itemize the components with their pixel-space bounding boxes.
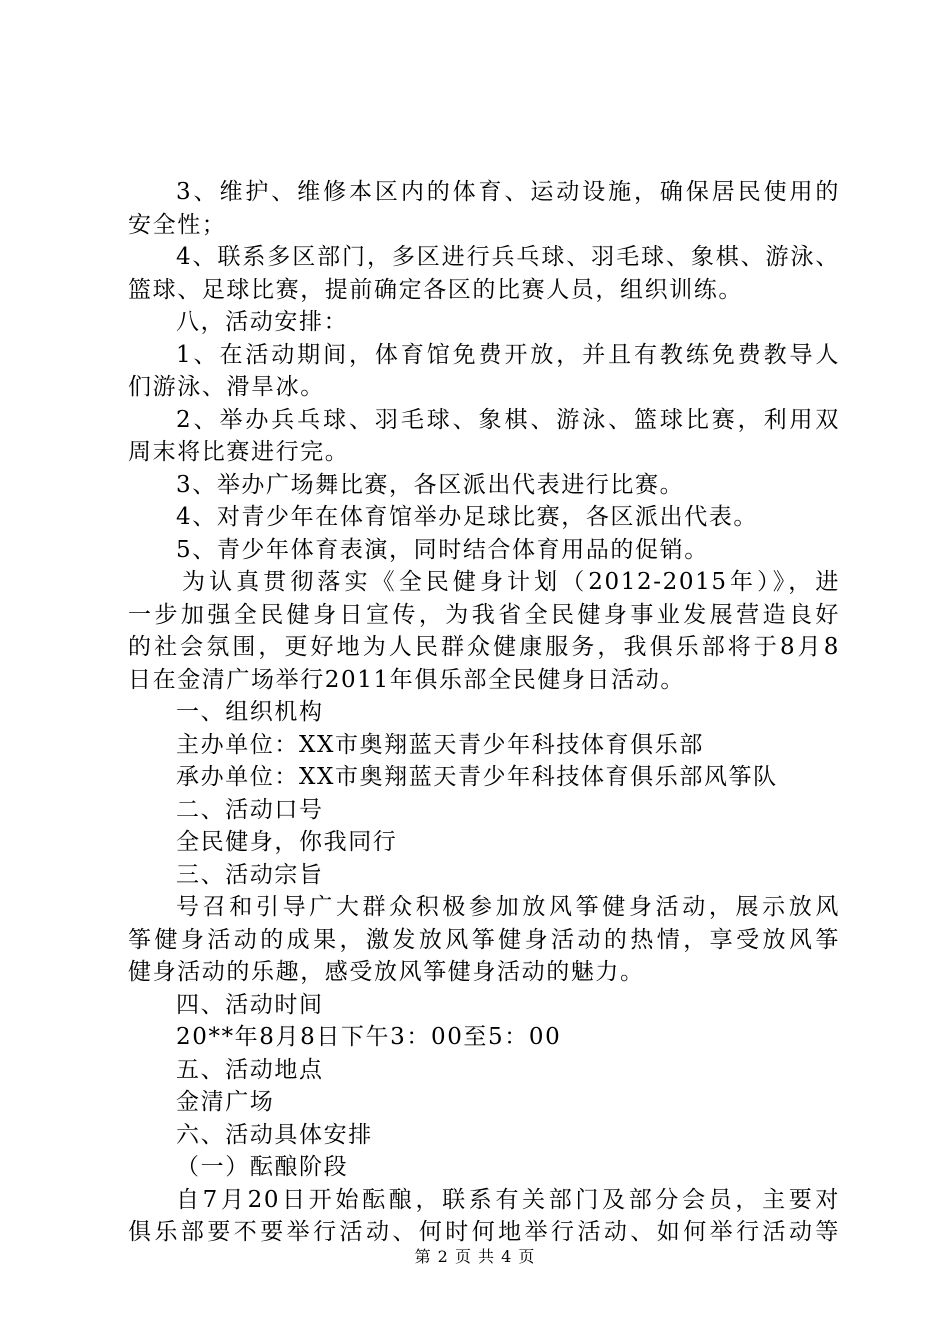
section-heading: 一、组织机构: [176, 699, 324, 725]
text-line: 全民健身，你我同行: [176, 829, 398, 855]
text-line: 承办单位：XX市奥翔蓝天青少年科技体育俱乐部风筝队: [176, 764, 778, 790]
text-line: 4、对青少年在体育馆举办足球比赛，各区派出代表。: [176, 504, 759, 530]
text-line: 八，活动安排：: [176, 309, 349, 335]
text-line: 3、举办广场舞比赛，各区派出代表进行比赛。: [176, 471, 685, 498]
text-line: 筝健身活动的成果，激发放风筝健身活动的热情，享受放风筝: [128, 926, 840, 953]
text-line: 自7月20日开始酝酿，联系有关部门及部分会员，主要对: [176, 1186, 840, 1213]
page-number-footer: 第 2 页 共 4 页: [414, 1247, 536, 1266]
text-line: 一步加强全民健身日宣传，为我省全民健身事业发展营造良好: [128, 601, 840, 628]
text-line: 健身活动的乐趣，感受放风筝健身活动的魅力。: [128, 959, 645, 985]
text-line: 1、在活动期间，体育馆免费开放，并且有教练免费教导人: [176, 341, 840, 368]
text-line: 5、青少年体育表演，同时结合体育用品的促销。: [176, 536, 709, 563]
section-heading: 三、活动宗旨: [176, 861, 324, 888]
text-line: 的社会氛围，更好地为人民群众健康服务，我俱乐部将于8月8: [128, 634, 840, 660]
text-line: 为认真贯彻落实《全民健身计划（2012-2015年）》，进: [182, 569, 840, 595]
section-heading: 二、活动口号: [176, 796, 324, 823]
text-line: 3、维护、维修本区内的体育、运动设施，确保居民使用的: [176, 179, 840, 205]
text-line: 金清广场: [176, 1089, 275, 1115]
text-line: 们游泳、滑旱冰。: [128, 374, 325, 400]
section-heading: 四、活动时间: [176, 991, 324, 1018]
section-heading: 六、活动具体安排: [176, 1121, 373, 1148]
subsection-heading: （一）酝酿阶段: [176, 1154, 349, 1180]
text-line: 4、联系多区部门，多区进行兵乓球、羽毛球、象棋、游泳、: [176, 244, 840, 270]
text-line: 安全性；: [128, 211, 227, 238]
document-body: [128, 176, 840, 1249]
text-line: 2、举办兵乓球、羽毛球、象棋、游泳、篮球比赛，利用双: [176, 406, 840, 433]
section-heading: 五、活动地点: [176, 1056, 324, 1083]
text-line: 号召和引导广大群众积极参加放风筝健身活动，展示放风: [176, 894, 840, 920]
text-line: 20**年8月8日下午3：00至5：00: [176, 1024, 562, 1050]
text-line: 篮球、足球比赛，提前确定各区的比赛人员，组织训练。: [128, 276, 743, 303]
text-line: 周末将比赛进行完。: [128, 439, 350, 465]
text-line: 日在金清广场举行2011年俱乐部全民健身日活动。: [128, 666, 685, 693]
text-line: 俱乐部要不要举行活动、何时何地举行活动、如何举行活动等: [128, 1219, 840, 1245]
text-line: 主办单位：XX市奥翔蓝天青少年科技体育俱乐部: [176, 731, 704, 758]
